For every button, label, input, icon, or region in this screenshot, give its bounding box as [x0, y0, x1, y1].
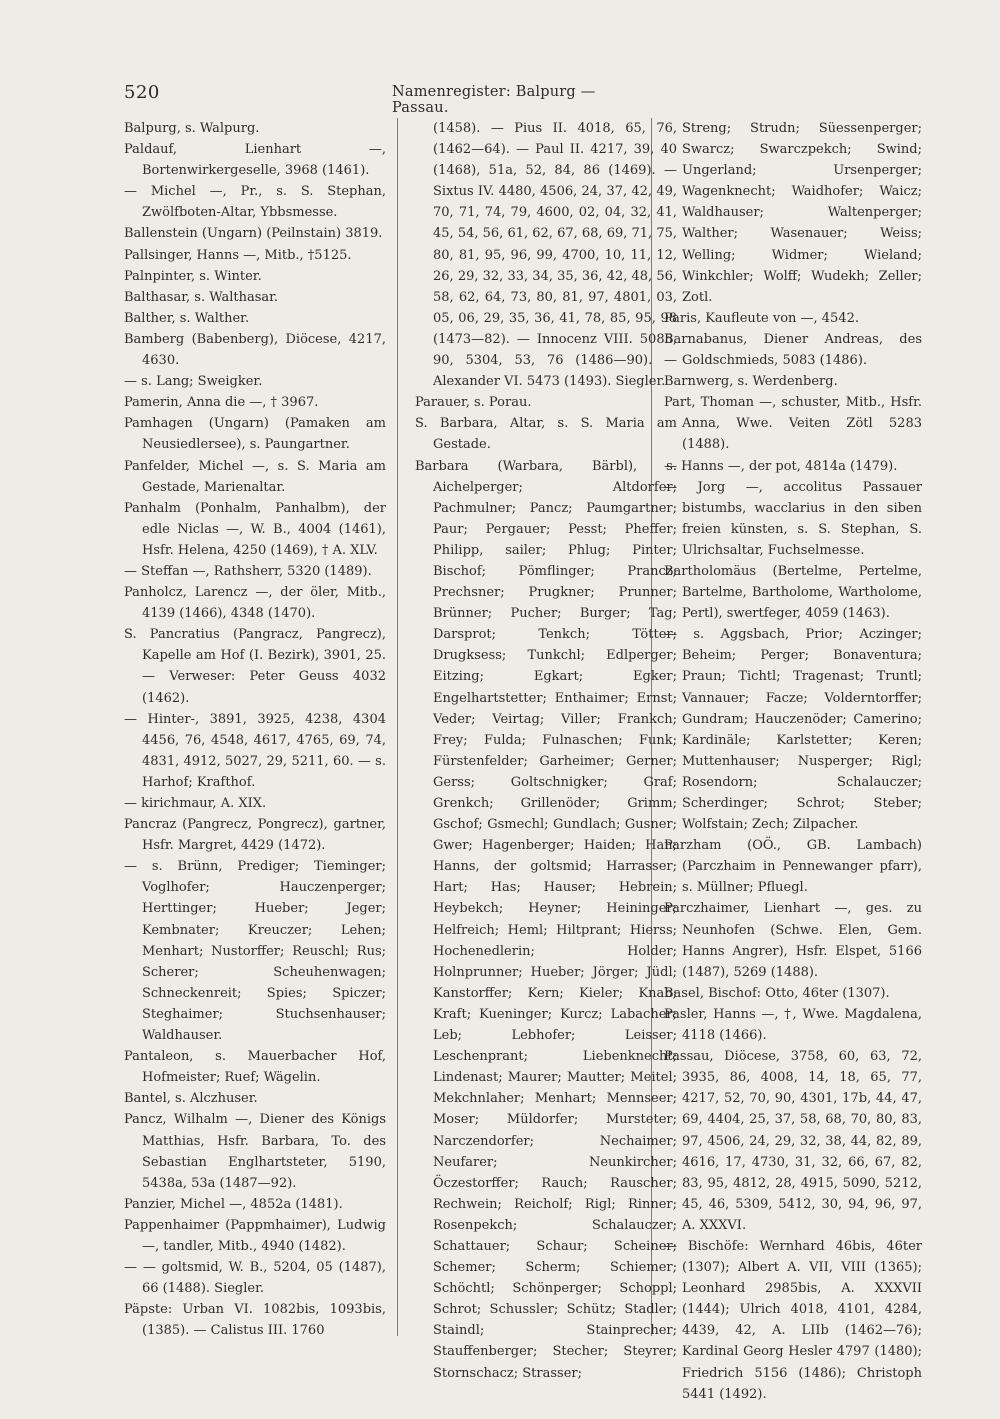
index-entry: (1458). — Pius II. 4018, 65, 76, (1462—64). — Paul II. 4217, 39, 40 (1468), 51a, 52, 84, 86 (1469). — Sixtus IV. 4480, 4506, 24, 37, 42, 49, 70, 71, 74, 79, 4600, 02, 04, 32, 41, 45, 54, 56, 61, 62, 67, 68, 69, 71, 75, 80, 81, 95, 96, 99, 4700, 10, 11, 12, 26, 29, 32, 33, 34, 35, 36, 42, 48, 56, 58, 62, 64, 73, 80, 81, 97, 4801, 03, 05, 06, 29, 35, 36, 41, 78, 85, 95, 98 (1473—82). — Innocenz VIII. 5085, 90, 5304, 53, 76 (1486—90). — Alexander VI. 5473 (1493). Siegler.: [433, 121, 677, 390]
index-entry: — Hanns —, der pot, 4814a (1479).: [664, 458, 898, 474]
index-entry: Parczhaimer, Lienhart —, ges. zu Neunhofen (Schwe. Elen, Gem. Hanns Angrer), Hsfr. Elspet, 5166 (1487), 5269 (1488).: [664, 901, 922, 980]
index-entry: Parauer, s. Porau.: [415, 395, 532, 411]
running-head: Namenregister: Balpurg — Passau.: [392, 84, 596, 116]
index-entry: — s. Aggsbach, Prior; Aczinger; Beheim; Perger; Bonaventura; Praun; Tichtl; Tragenast; Truntl; Vannauer; Facze; Volderntorffer; Gundram; Hauczenöder; Camerino; Kardinäle; Karlstetter; Keren; Muttenhauser; Nusperger; Rigl; Rosendorn; Schalauczer; Scherdinger; Schrot; Steber; Wolfstain; Zech; Zilpacher.: [664, 627, 922, 833]
index-entry: Pamerin, Anna die —, † 3967.: [124, 395, 319, 411]
index-entry: Pamhagen (Ungarn) (Pamaken am Neusiedlersee), s. Paungartner.: [124, 416, 386, 453]
index-entry: Bantel, s. Alczhuser.: [124, 1091, 258, 1107]
index-entry: — — goltsmid, W. B., 5204, 05 (1487), 66 (1488). Siegler.: [124, 1260, 386, 1297]
index-entry: Bartholomäus (Bertelme, Pertelme, Bartelme, Bartholome, Wartholome, Pertl), swertfeger, 4059 (1463).: [664, 563, 922, 622]
index-entry: Balthasar, s. Walthasar.: [124, 289, 279, 305]
index-entry: Panhalm (Ponhalm, Panhalbm), der edle Niclas —, W. B., 4004 (1461), Hsfr. Helena, 4250 (1469), † A. XLV.: [124, 500, 386, 558]
index-entry: Basel, Bischof: Otto, 46ter (1307).: [664, 985, 890, 1001]
index-entry: S. Pancratius (Pangracz, Pangrecz), Kapelle am Hof (I. Bezirk), 3901, 25. — Verweser: Peter Geuss 4032 (1462).: [124, 627, 386, 706]
index-entry: Palnpinter, s. Winter.: [124, 268, 262, 284]
index-entry: — Hinter-, 3891, 3925, 4238, 4304 4456, 76, 4548, 4617, 4765, 69, 74, 4831, 4912, 5027, 29, 5211, 60. — s. Harhof; Krafthof.: [124, 711, 386, 790]
column-divider: [397, 118, 398, 1336]
index-entry: — s. Brünn, Prediger; Tieminger; Voglhofer; Hauczenperger; Herttinger; Hueber; Jeger; Kembnater; Kreuczer; Lehen; Menhart; Nustorffer; Reuschl; Rus; Scherer; Scheuhenwagen; Schneckenreit; Spies; Spiczer; Steghaimer; Stuchsenhauser; Waldhauser.: [124, 859, 386, 1044]
index-entry: — Bischöfe: Wernhard 46bis, 46ter (1307); Albert A. VII, VIII (1365); Leonhard 2985bis, A. XXXVII (1444); Ulrich 4018, 4101, 4284, 4439, 42, A. LIIb (1462—76); Kardinal Georg Hesler 4797 (1480); Friedrich 5156 (1486); Christoph 5441 (1492).: [664, 1238, 922, 1402]
index-entry: Passau, Diöcese, 3758, 60, 63, 72, 3935, 86, 4008, 14, 18, 65, 77, 4217, 52, 70, 90, 4301, 17b, 44, 47, 69, 4404, 25, 37, 58, 68, 70, 80, 83, 97, 4506, 24, 29, 32, 38, 44, 82, 89, 4616, 17, 4730, 31, 32, 66, 67, 82, 83, 95, 4812, 28, 4915, 5090, 5212, 45, 46, 5309, 5412, 30, 94, 96, 97, A. XXXVI.: [664, 1049, 922, 1233]
index-entry: Pasler, Hanns —, †, Wwe. Magdalena, 4118 (1466).: [664, 1006, 922, 1044]
index-entry: S. Barbara, Altar, s. S. Maria am Gestade.: [415, 416, 677, 453]
index-entry: — kirichmaur, A. XIX.: [124, 796, 267, 811]
index-entry: Barbara (Warbara, Bärbl), s. Aichelperger; Altdorfer; Pachmulner; Pancz; Paumgartner; Paur; Pergauer; Pesst; Pheffer; Philipp, sailer; Phlug; Pinter; Bischof; Pömflinger; Prancz; Prechsner; Prugkner; Prunner; Brünner; Pucher; Burger; Tag; Darsprot; Tenkch; Tötter; Drugksess; Tunkchl; Edlperger; Eitzing; Egkart; Egker; Engelhartstetter; Enthaimer; Ernst; Veder; Veirtag; Viller; Frankch; Frey; Fulda; Fulnaschen; Funk; Fürstenfelder; Garheimer; Gerner; Gerss; Goltschnigker; Graf; Grenkch; Grillenöder; Grimm; Gschof; Gsmechl; Gundlach; Gusner; Gwer; Hagenberger; Haiden; Han; Hanns, der goltsmid; Harrasser; Hart; Has; Hauser; Hebrein; Heybekch; Heyner; Heininger; Helfreich; Heml; Hiltprant; Hierss; Hochenedlerin; Holder; Holnprunner; Hueber; Jörger; Jüdl; Kanstorffer; Kern; Kieler; Knab; Kraft; Kueninger; Kurcz; Labacher; Leb; Lebhofer; Leisser; Leschenprant; Liebenknecht; Lindenast; Maurer; Mautter; Meitel; Mekchnlaher; Menhart; Mennseer; Moser; Müldorfer; Mursteter; Narczendorfer; Nechaimer; Neufarer; Neunkircher; Öczestorffer; Rauch; Rauscher; Rechwein; Reicholf; Rigl; Rinner; Rosenpekch; Schalauczer; Schattauer; Schaur; Scheiner; Schemer; Scherm; Schiemer; Schöchtl; Schönperger; Schoppl; Schrot; Schussler; Schütz; Stadler; Staindl; Stainprecher; Stauffenberger; Stecher; Steyrer; Stornschacz; Strasser;: [415, 458, 677, 1381]
index-entry: Bamberg (Babenberg), Diöcese, 4217, 4630.: [124, 331, 386, 369]
index-entry: Part, Thoman —, schuster, Mitb., Hsfr. Anna, Wwe. Veiten Zötl 5283 (1488).: [664, 395, 922, 453]
index-entry: Streng; Strudn; Süessenperger; Swarcz; Swarczpekch; Swind; Ungerland; Ursenperger; Wagenknecht; Waidhofer; Waicz; Waldhauser; Waltenperger; Walther; Wasenauer; Weiss; Welling; Widmer; Wieland; Winkchler; Wolff; Wudekh; Zeller; Zotl.: [682, 121, 922, 305]
page-number: 520: [124, 82, 160, 103]
index-column-3: [664, 118, 922, 1405]
index-entry: Barnabanus, Diener Andreas, des Goldschmieds, 5083 (1486).: [664, 331, 922, 369]
index-entry: Barnwerg, s. Werdenberg.: [664, 374, 838, 390]
index-entry: Päpste: Urban VI. 1082bis, 1093bis, (1385). — Calistus III. 1760: [124, 1302, 386, 1339]
index-entry: Paris, Kaufleute von —, 4542.: [664, 310, 859, 326]
index-entry: Panzier, Michel —, 4852a (1481).: [124, 1196, 343, 1212]
index-entry: Ballenstein (Ungarn) (Peilnstain) 3819.: [124, 226, 383, 242]
index-entry: — Steffan —, Rathsherr, 5320 (1489).: [124, 563, 372, 579]
index-entry: Panfelder, Michel —, s. S. Maria am Gestade, Marienaltar.: [124, 458, 386, 495]
index-entry: Pallsinger, Hanns —, Mitb., †5125.: [124, 247, 352, 263]
index-entry: Pancraz (Pangrecz, Pongrecz), gartner, Hsfr. Margret, 4429 (1472).: [124, 817, 386, 854]
index-entry: Pancz, Wilhalm —, Diener des Königs Matthias, Hsfr. Barbara, To. des Sebastian Englhartsteter, 5190, 5438a, 53a (1487—92).: [124, 1112, 386, 1191]
index-entry: — Jorg —, accolitus Passauer bistumbs, wacclarius in den siben freien künsten, s. S. Stephan, S. Ulrichsaltar, Fuchselmesse.: [664, 479, 922, 558]
index-entry: — s. Lang; Sweigker.: [124, 374, 263, 390]
index-entry: Pantaleon, s. Mauerbacher Hof, Hofmeister; Ruef; Wägelin.: [124, 1049, 386, 1086]
index-entry: Panholcz, Larencz —, der öler, Mitb., 4139 (1466), 4348 (1470).: [124, 585, 386, 622]
index-entry: Balther, s. Walther.: [124, 310, 250, 326]
index-entry: Paldauf, Lienhart —, Bortenwirkergeselle, 3968 (1461).: [124, 142, 386, 179]
index-entry: — Michel —, Pr., s. S. Stephan, Zwölfboten-Altar, Ybbsmesse.: [124, 184, 386, 221]
index-entry: Parzham (OÖ., GB. Lambach) (Parczhaim in Pennewanger pfarr), s. Müllner; Pfluegl.: [664, 838, 922, 896]
index-column-1: [124, 118, 386, 1341]
index-entry: Balpurg, s. Walpurg.: [124, 121, 260, 136]
index-entry: Pappenhaimer (Pappmhaimer), Ludwig —, tandler, Mitb., 4940 (1482).: [124, 1217, 386, 1254]
index-column-2: [415, 118, 677, 1384]
